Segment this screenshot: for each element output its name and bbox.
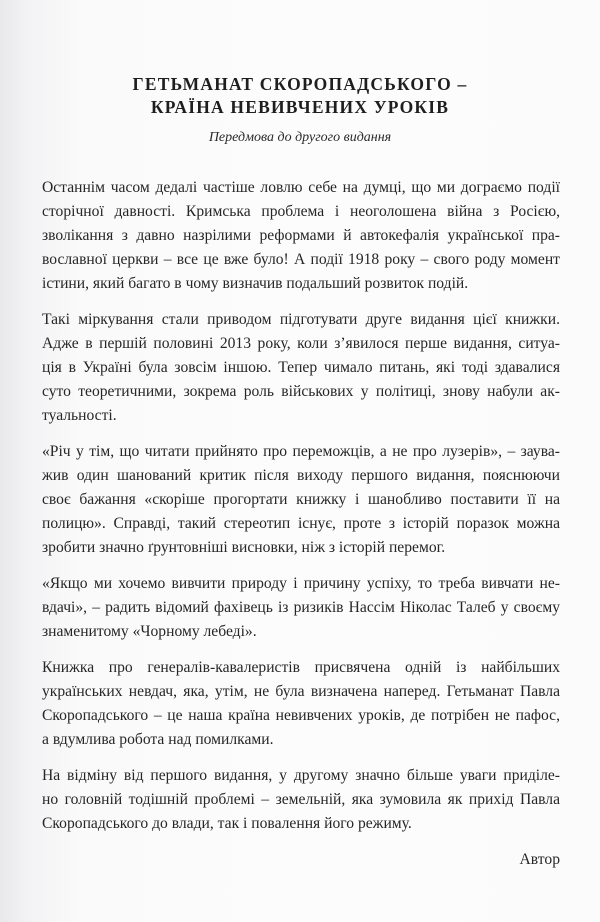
text-line: Адже в першій половині 2013 року, коли з’явилося перше видання, ситуа-: [42, 335, 560, 352]
text-line: Такі міркування стали приводом підготувати друге видання цієї книжки.: [42, 311, 560, 328]
paragraph-2: [42, 308, 560, 428]
paragraph-3: [42, 440, 560, 560]
text-line: «Річ у тім, що читати прийнято про переможців, а не про лузерів», – заува-: [42, 443, 560, 460]
text-line: знаменитому «Чорному лебеді».: [42, 623, 257, 640]
chapter-subtitle: Передмова до другого видання: [208, 130, 392, 145]
text-line: зволікання з давно назрілими реформами й автокефалія української пра-: [42, 227, 560, 244]
text-line: На відміну від першого видання, у другому значно більше уваги приділе-: [42, 767, 560, 784]
chapter-title-line-1: ГЕТЬМАНАТ СКОРОПАДСЬКОГО –: [132, 74, 468, 94]
paragraph-1: [42, 176, 560, 296]
text-line: Останнім часом дедалі частіше ловлю себе на думці, що ми дограємо події: [42, 179, 560, 196]
text-line: Скоропадського до влади, так і повалення його режиму.: [42, 815, 412, 832]
text-line: Книжка про генералів-кавалеристів присвячена одній із найбільших: [42, 659, 560, 676]
text-line: сторічної давності. Кримська проблема і неоголошена війна з Росією,: [42, 203, 560, 220]
text-line: туальності.: [42, 407, 117, 424]
text-line: а вдумлива робота над помилками.: [42, 731, 274, 748]
text-line: суто теоретичними, зокрема роль військових у політиці, знову набули ак-: [42, 383, 560, 400]
text-line: «Якщо ми хочемо вивчити природу і причину успіху, то треба вивчати не-: [42, 575, 560, 592]
paragraph-5: [42, 656, 560, 752]
text-line: своє бажання «скоріше прогортати книжку і шанобливо поставити її на: [42, 491, 560, 508]
text-line: жив один шанований критик після виходу першого видання, пояснюючи: [42, 467, 560, 484]
author-signature: Автор: [519, 851, 560, 868]
text-line: вдачі», – радить відомий фахівець із ризиків Нассім Ніколас Талеб у своєму: [42, 599, 560, 616]
chapter-title: [0, 73, 600, 119]
text-line: вославної церкви – все це вже було! А події 1918 року – свого роду момент: [42, 251, 560, 268]
text-line: істини, який багато в чому визначив подальший розвиток подій.: [42, 275, 469, 292]
text-line: зробити значно ґрунтовніші висновки, ніж з історій перемог.: [42, 539, 446, 556]
text-line: ція в Україні була зовсім іншою. Тепер чимало питань, які тоді здавалися: [42, 359, 560, 376]
text-line: українських невдач, яка, утім, не була визначена наперед. Гетьманат Павла: [42, 683, 560, 700]
text-line: полицю». Справді, такий стереотип існує, проте з історій поразок можна: [42, 515, 560, 532]
chapter-title-line-2: КРАЇНА НЕВИВЧЕНИХ УРОКІВ: [150, 97, 450, 117]
paragraph-4: [42, 572, 560, 644]
text-line: но головній тодішній проблемі – земельній, яка зумовила як прихід Павла: [42, 791, 560, 808]
text-line: Скоропадського – це наша країна невивчених уроків, де потрібен не пафос,: [42, 707, 560, 724]
paragraph-6: [42, 764, 560, 836]
body-text: [42, 176, 560, 872]
